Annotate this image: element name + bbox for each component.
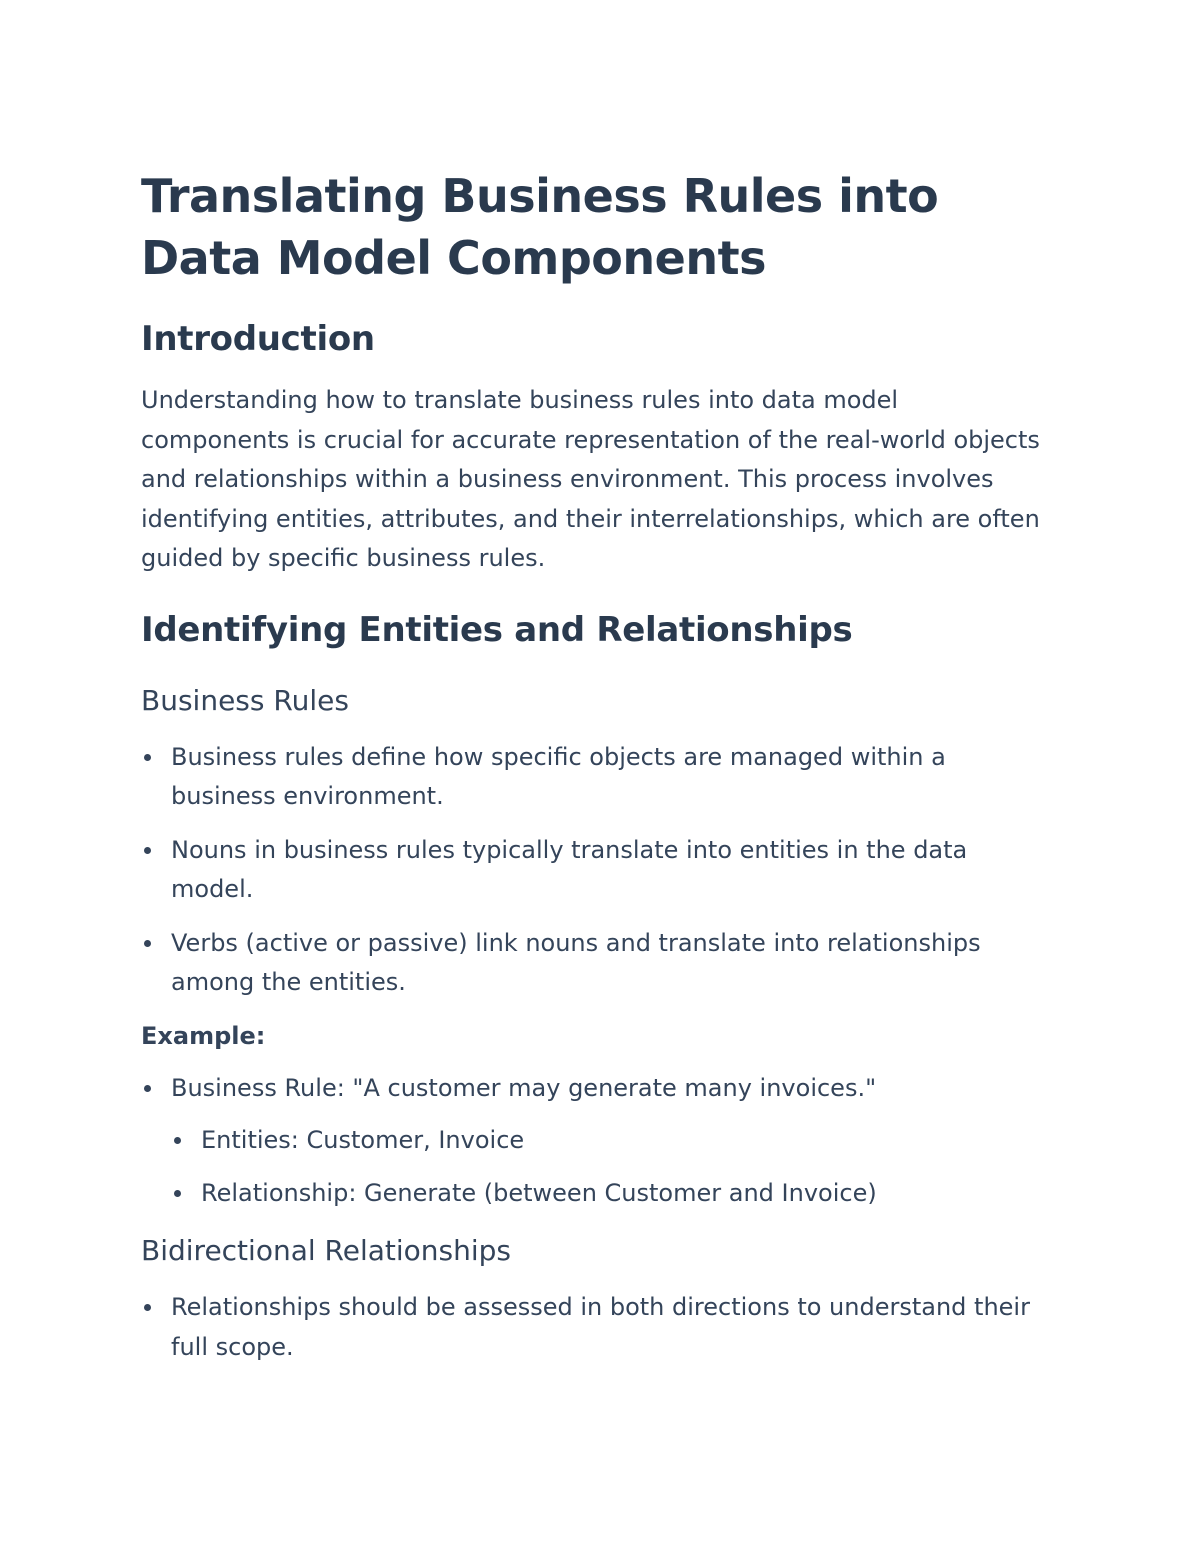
example-sub-list bbox=[171, 1121, 1061, 1213]
bidirectional-heading: Bidirectional Relationships bbox=[141, 1234, 512, 1267]
business-rules-heading: Business Rules bbox=[141, 683, 349, 717]
introduction-heading: Introduction bbox=[141, 319, 375, 359]
example-label: Example: bbox=[141, 1021, 266, 1050]
document-title: Translating Business Rules into Data Model Components bbox=[141, 169, 939, 285]
list-item bbox=[141, 1069, 1061, 1214]
example-list bbox=[141, 1069, 1061, 1214]
introduction-paragraph: Understanding how to translate business rules into data model components is crucial for accurate representation of the real-world objects and relationships within a business environment. This process involves identifying entities, attributes, and their interrelationships, which are often guided by specific business rules. bbox=[141, 386, 1040, 572]
list-item: Verbs (active or passive) link nouns and translate into relationships among the entities. bbox=[141, 924, 1001, 1003]
business-rules-list bbox=[141, 738, 1001, 1003]
bidirectional-list bbox=[141, 1288, 1051, 1367]
identifying-heading: Identifying Entities and Relationships bbox=[141, 609, 853, 650]
list-item: Relationships should be assessed in both directions to understand their full scope. bbox=[141, 1288, 1051, 1367]
list-item: Entities: Customer, Invoice bbox=[171, 1121, 1061, 1161]
list-item: Business rules define how specific objects are managed within a business environment. bbox=[141, 738, 1001, 817]
example-rule: Business Rule: "A customer may generate many invoices." bbox=[171, 1073, 877, 1102]
list-item: Nouns in business rules typically translate into entities in the data model. bbox=[141, 831, 1001, 910]
list-item: Relationship: Generate (between Customer and Invoice) bbox=[171, 1174, 1061, 1214]
document-page bbox=[141, 165, 1061, 1367]
